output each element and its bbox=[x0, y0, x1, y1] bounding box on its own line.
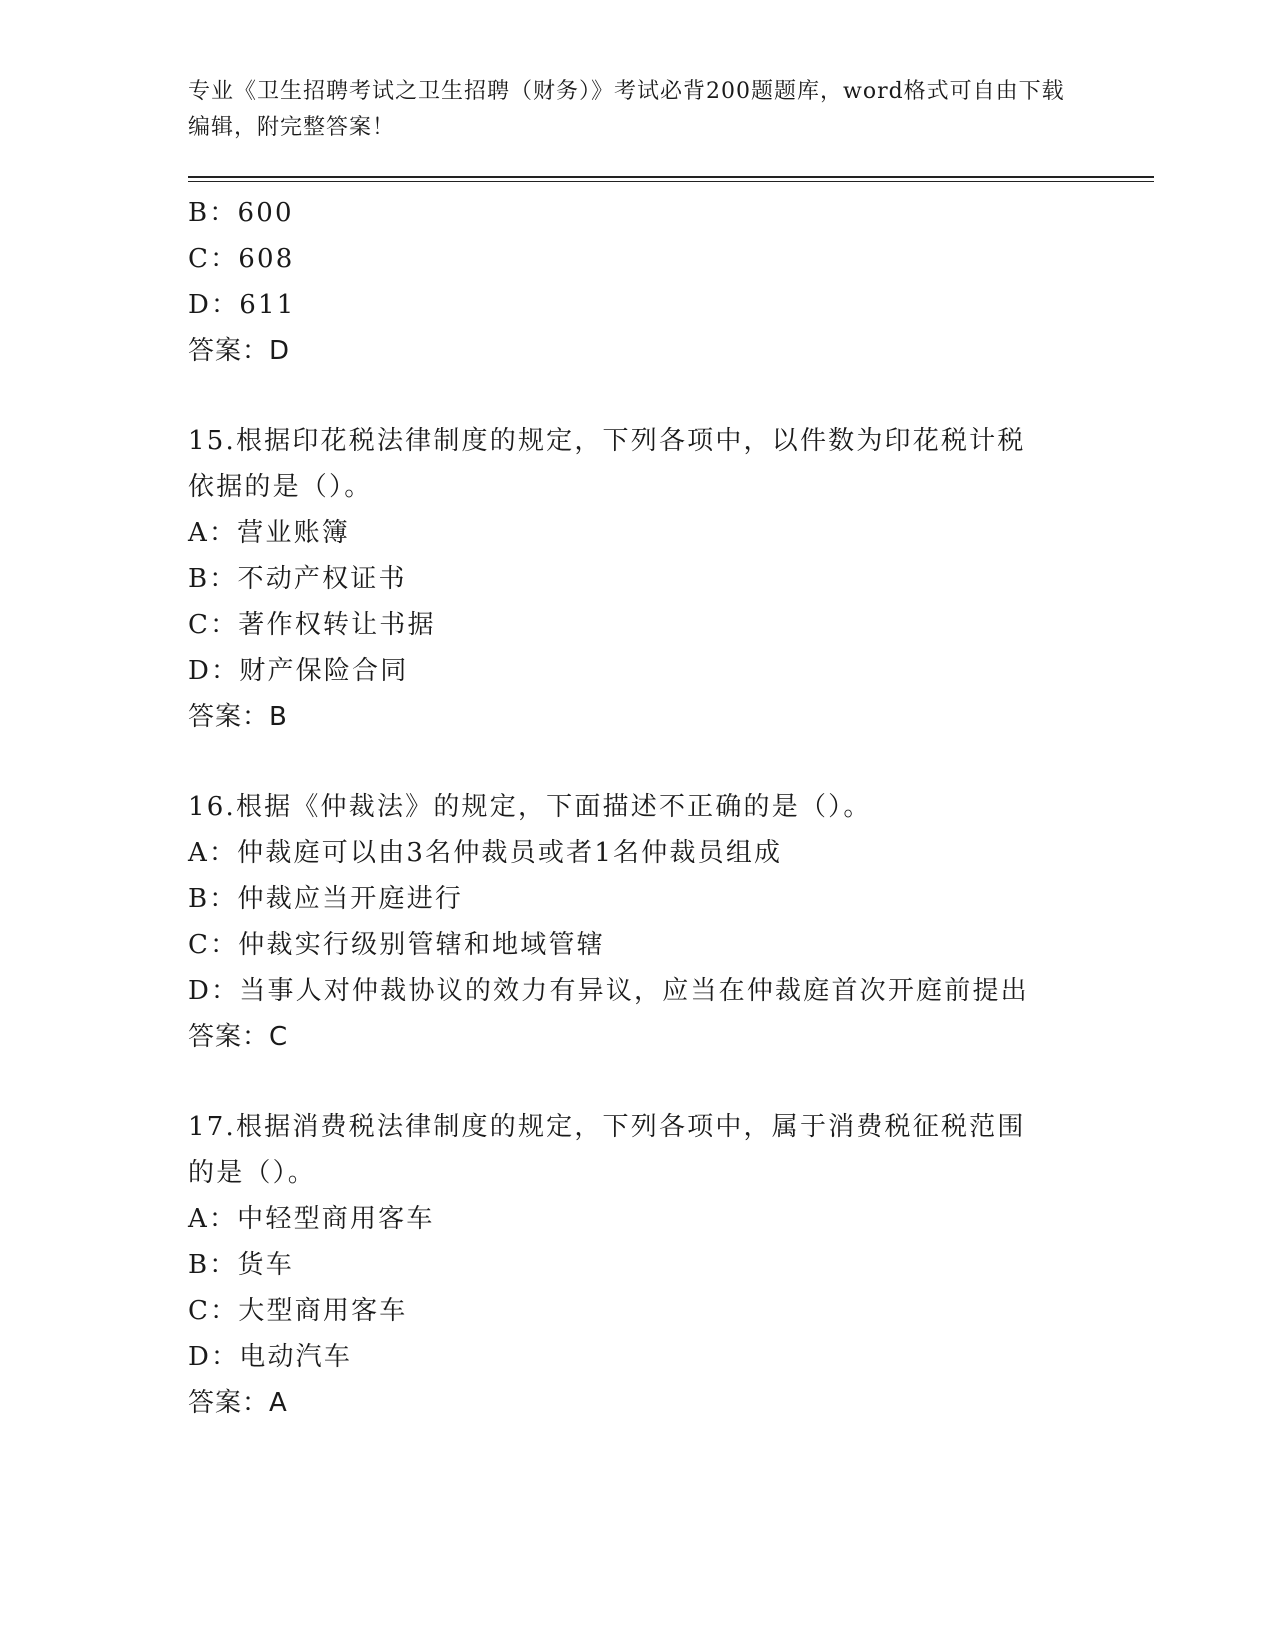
option-c: C：608 bbox=[188, 244, 295, 274]
question-stem: 15.根据印花税法律制度的规定，下列各项中，以件数为印花税计税依据的是（）。 bbox=[188, 426, 1026, 502]
option-a: A：营业账簿 bbox=[188, 518, 350, 548]
option-b: B：不动产权证书 bbox=[188, 564, 407, 594]
header-divider-thick bbox=[188, 176, 1154, 178]
question-stem: 16.根据《仲裁法》的规定，下面描述不正确的是（）。 bbox=[188, 792, 872, 822]
option-d: D：611 bbox=[188, 290, 296, 320]
question-stem: 17.根据消费税法律制度的规定，下列各项中，属于消费税征税范围的是（）。 bbox=[188, 1112, 1026, 1188]
option-b: B：600 bbox=[188, 198, 294, 228]
option-d: D：电动汽车 bbox=[188, 1342, 353, 1372]
option-c: C：大型商用客车 bbox=[188, 1296, 408, 1326]
question-list bbox=[188, 190, 1088, 1426]
option-a: A：中轻型商用客车 bbox=[188, 1204, 435, 1234]
question-16 bbox=[188, 784, 1088, 1060]
question-14-continued bbox=[188, 190, 1088, 374]
answer-line: 答案：C bbox=[188, 1022, 289, 1052]
answer-line: 答案：D bbox=[188, 336, 291, 366]
option-b: B：货车 bbox=[188, 1250, 294, 1280]
option-d: D：财产保险合同 bbox=[188, 656, 409, 686]
option-c: C：仲裁实行级别管辖和地域管辖 bbox=[188, 930, 605, 960]
answer-line: 答案：A bbox=[188, 1388, 288, 1418]
option-d: D：当事人对仲裁协议的效力有异议，应当在仲裁庭首次开庭前提出 bbox=[188, 976, 1029, 1006]
option-a: A：仲裁庭可以由3名仲裁员或者1名仲裁员组成 bbox=[188, 838, 783, 868]
question-17 bbox=[188, 1104, 1088, 1426]
question-15 bbox=[188, 418, 1088, 740]
document-header: 专业《卫生招聘考试之卫生招聘（财务）》考试必背200题题库，word格式可自由下载编辑，附完整答案！ bbox=[188, 79, 1065, 140]
answer-line: 答案：B bbox=[188, 702, 288, 732]
option-b: B：仲裁应当开庭进行 bbox=[188, 884, 464, 914]
header-divider-thin bbox=[188, 181, 1154, 182]
option-c: C：著作权转让书据 bbox=[188, 610, 436, 640]
